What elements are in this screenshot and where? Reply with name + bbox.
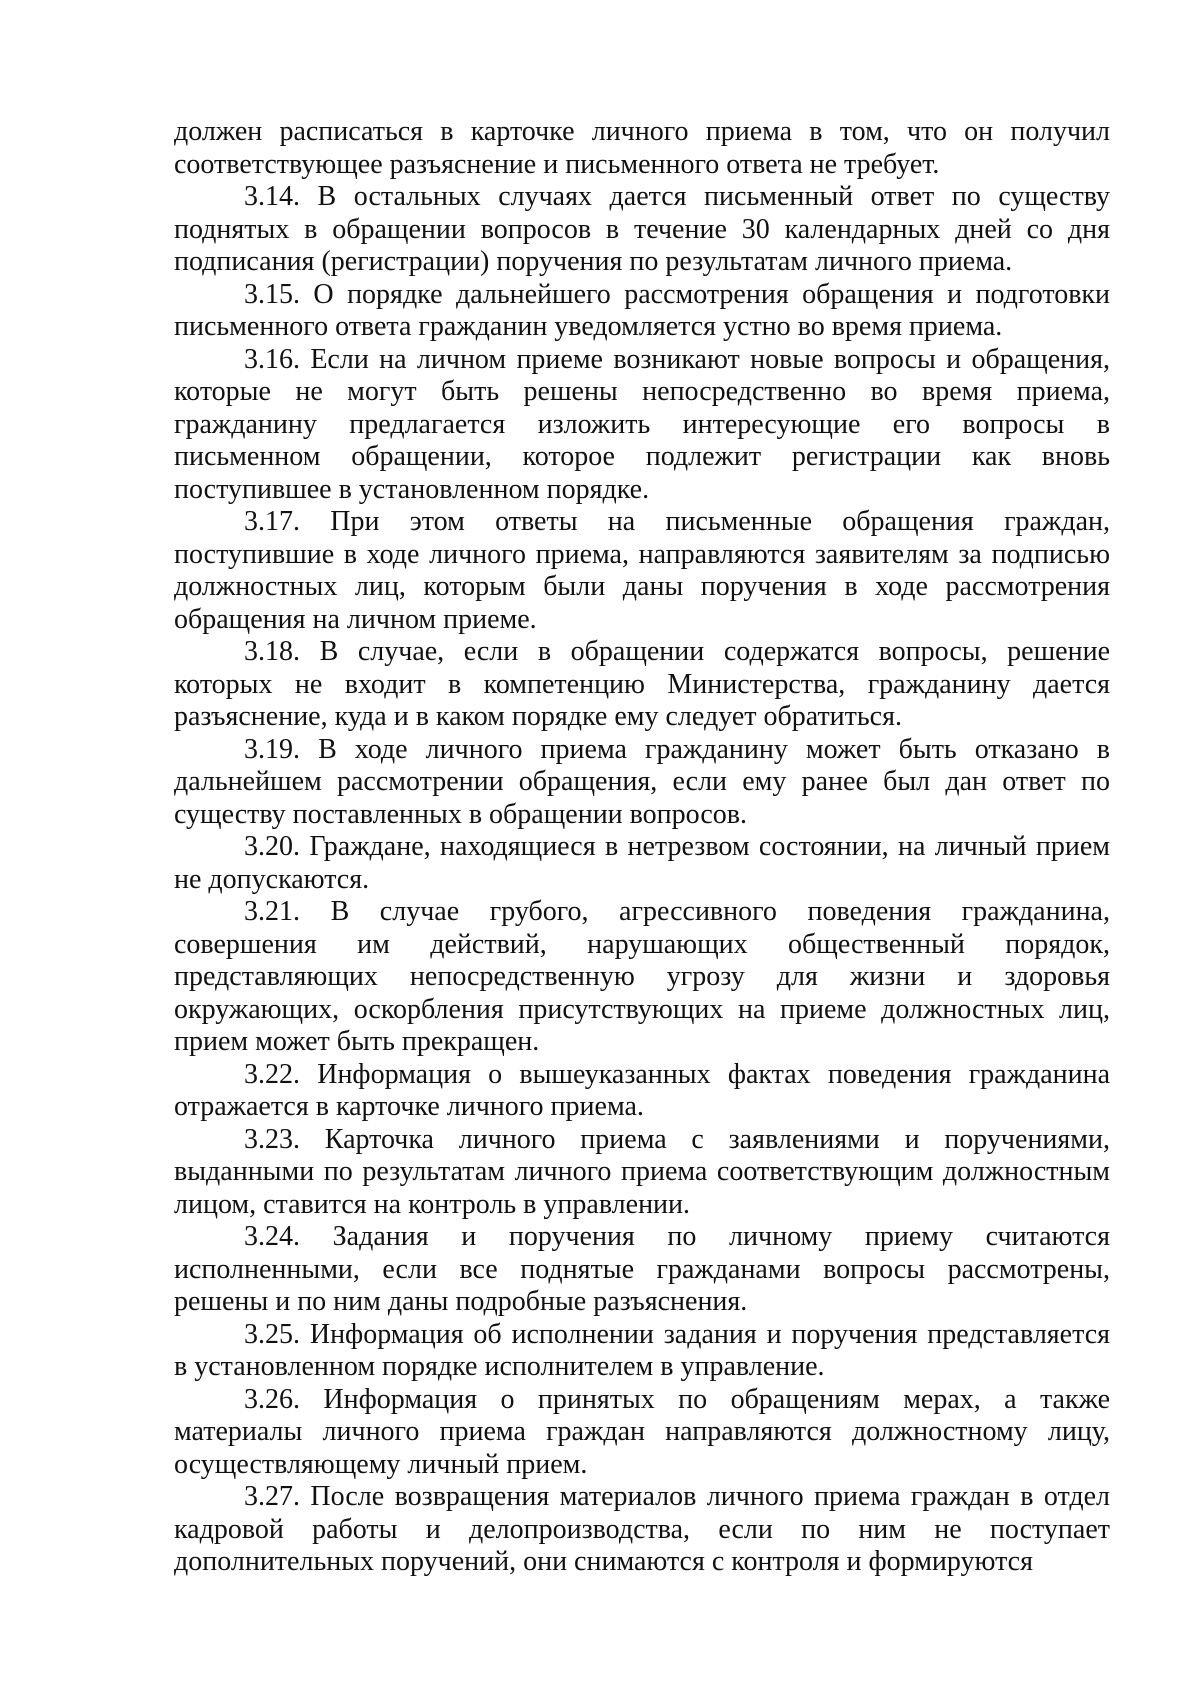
paragraph-3-18: 3.18. В случае, если в обращении содержатся вопросы, решение которых не входит в компетенцию Министерства, гражданину дается разъяснение, куда и в каком порядке ему следует обратиться. xyxy=(174,636,1110,732)
paragraph-3-27: 3.27. После возвращения материалов личного приема граждан в отдел кадровой работы и делопроизводства, если по ним не поступает дополнительных поручений, они снимаются с контроля и формируются xyxy=(174,1481,1110,1577)
paragraph-3-21: 3.21. В случае грубого, агрессивного поведения гражданина, совершения им действий, нарушающих общественный порядок, представляющих непосредственную угрозу для жизни и здоровья окружающих, оскорбления присутствующих на приеме должностных лиц, прием может быть прекращен. xyxy=(174,896,1110,1057)
paragraph-3-15: 3.15. О порядке дальнейшего рассмотрения обращения и подготовки письменного ответа гражданин уведомляется устно во время приема. xyxy=(174,278,1110,342)
paragraph-3-24: 3.24. Задания и поручения по личному приему считаются исполненными, если все поднятые гражданами вопросы рассмотрены, решены и по ним даны подробные разъяснения. xyxy=(174,1221,1110,1317)
paragraph-3-22: 3.22. Информация о вышеуказанных фактах поведения гражданина отражается в карточке личного приема. xyxy=(174,1058,1110,1122)
paragraph-3-19: 3.19. В ходе личного приема гражданину может быть отказано в дальнейшем рассмотрении обращения, если ему ранее был дан ответ по существу поставленных в обращении вопросов. xyxy=(174,733,1110,830)
paragraph-3-17: 3.17. При этом ответы на письменные обращения граждан, поступившие в ходе личного приема, направляются заявителям за подписью должностных лиц, которым были даны поручения в ходе рассмотрения обращения на личном приеме. xyxy=(174,506,1110,635)
document-body xyxy=(174,116,1110,1579)
paragraph-3-20: 3.20. Граждане, находящиеся в нетрезвом состоянии, на личный прием не допускаются. xyxy=(174,831,1110,895)
paragraph-3-25: 3.25. Информация об исполнении задания и поручения представляется в установленном порядке исполнителем в управление. xyxy=(174,1318,1110,1382)
paragraph-3-14: 3.14. В остальных случаях дается письменный ответ по существу поднятых в обращении вопросов в течение 30 календарных дней со дня подписания (регистрации) поручения по результатам личного приема. xyxy=(174,181,1110,277)
paragraph-continuation: должен расписаться в карточке личного приема в том, что он получил соответствующее разъяснение и письменного ответа не требует. xyxy=(174,116,1110,180)
paragraph-3-26: 3.26. Информация о принятых по обращениям мерах, а также материалы личного приема граждан направляются должностному лицу, осуществляющему личный прием. xyxy=(174,1383,1110,1480)
paragraph-3-23: 3.23. Карточка личного приема с заявлениями и поручениями, выданными по результатам личного приема соответствующим должностным лицом, ставится на контроль в управлении. xyxy=(174,1123,1110,1220)
paragraph-3-16: 3.16. Если на личном приеме возникают новые вопросы и обращения, которые не могут быть решены непосредственно во время приема, гражданину предлагается изложить интересующие его вопросы в письменном обращении, которое подлежит регистрации как вновь поступившее в установленном порядке. xyxy=(174,343,1110,505)
